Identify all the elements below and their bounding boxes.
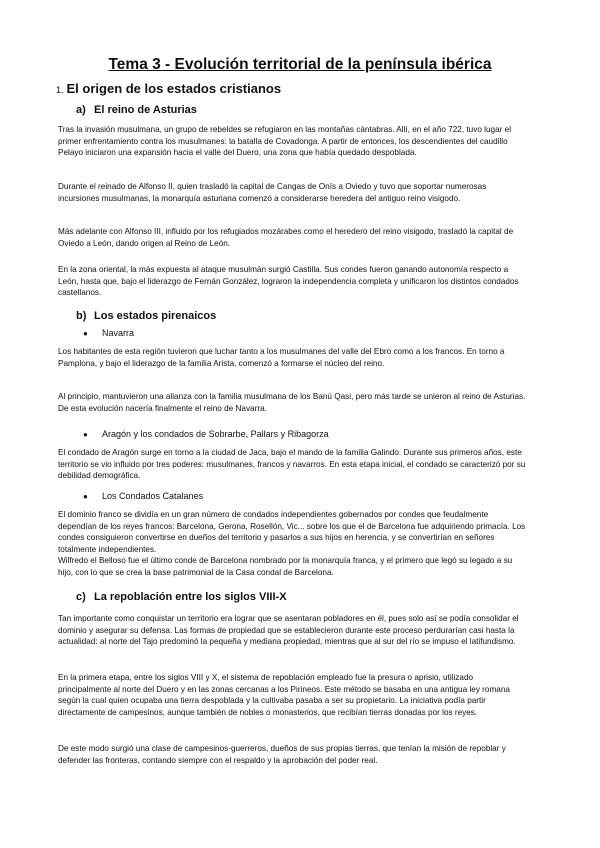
subsection-title: El reino de Asturias	[94, 104, 197, 116]
document-title: Tema 3 - Evolución territorial de la península ibérica	[108, 56, 492, 73]
bullet-icon: ●	[83, 492, 88, 501]
paragraph: El dominio franco se dividía en un gran número de condados independientes gobernados por condes que feudalmente dependían de los reyes francos: Barcelona, Gerona, Rosellón, Vic... sobre los que el de Barcelona fue adquiriendo primacía. Los condes consiguieron convertirse en dueños del territorio y pasarlos a sus hijos en herencia, y se convertirían en señores totalmente independientes.	[58, 510, 526, 555]
paragraph: Durante el reinado de Alfonso II, quien trasladó la capital de Cangas de Onís a Oviedo y tuvo que soportar numerosas incursiones musulmanas, la monarquía asturiana comenzó a considerarse heredera del antiguo reino visigodo.	[58, 182, 487, 203]
paragraph: En la primera etapa, entre los siglos VIII y X, el sistema de repoblación empleado fue la presura o aprisio, utilizado principalmente al norte del Duero y en las zonas cercanas a los Pirineos. Este método se basaba en una antigua ley romana según la cual quien ocupaba una tierra despoblada y la cultivaba pasaba a ser su propietario. La iniciativa podía partir directamente de campesinos, aunque también de nobles o monasterios, que recibían tierras donadas por los reyes.	[58, 673, 510, 718]
paragraph: Más adelante con Alfonso III, influido por los refugiados mozárabes como el heredero del reino visigodo, trasladó la capital de Oviedo a León, dando origen al Reino de León.	[58, 227, 514, 248]
subsection-heading-a	[76, 104, 197, 116]
subsection-letter: b)	[76, 310, 87, 322]
bullet-item-navarra	[83, 328, 134, 338]
section-title: El origen de los estados cristianos	[66, 81, 282, 96]
paragraph: Wilfredo el Belloso fue el último conde de Barcelona nombrado por la monarquía franca, y el primero que legó su legado a su hijo, con lo que se crea la base patrimonial de la Casa condal de Barcelona.	[58, 556, 513, 577]
paragraph: Al principio, mantuvieron una alianza con la familia musulmana de los Banú Qasi, pero más tarde se unieron al reino de Asturias. De esta evolución nacería finalmente el reino de Navarra.	[58, 392, 526, 413]
subsection-letter: c)	[76, 591, 86, 603]
bullet-label: Los Condados Catalanes	[102, 491, 204, 501]
bullet-label: Navarra	[102, 328, 135, 338]
section-number: 1.	[56, 85, 64, 95]
paragraph: Tan importante como conquistar un territorio era lograr que se asentaran pobladores en él, pues solo así se podía consolidar el dominio y asegurar su defensa. Las formas de propiedad que se establecieron durante este proceso perdurarían casi hasta la actualidad: al norte del Tajo predominó la pequeña y mediana propiedad, mientras que al sur del río se impuso el latifundismo.	[58, 614, 519, 647]
subsection-title: La repoblación entre los siglos VIII-X	[94, 591, 287, 603]
bullet-item-aragon	[83, 429, 329, 439]
subsection-letter: a)	[76, 104, 86, 116]
bullet-label: Aragón y los condados de Sobrarbe, Pallars y Ribagorza	[102, 429, 329, 439]
subsection-title: Los estados pirenaicos	[94, 310, 217, 322]
subsection-heading-c	[76, 591, 287, 603]
paragraph: Los habitantes de esta región tuvieron que luchar tanto a los musulmanes del valle del Ebro como a los francos. En torno a Pamplona, y bajo el liderazgo de la familia Arista, comenzó a formarse el núcleo del reino.	[58, 347, 505, 368]
paragraph: De este modo surgió una clase de campesinos-guerreros, dueños de sus propias tierras, que tenían la misión de repoblar y defender las fronteras, contando siempre con el respaldo y la aprobación del poder real.	[58, 744, 506, 765]
bullet-item-catalanes	[83, 491, 203, 501]
bullet-icon: ●	[83, 430, 88, 439]
paragraph: Tras la invasión musulmana, un grupo de rebeldes se refugiaron en las montañas cántabras. Allí, en el año 722, tuvo lugar el primer enfrentamiento contra los musulmanes: la batalla de Covadonga. A partir de entonces, los descendientes del caudillo Pelayo iniciaron una expansión hacia el valle del Duero, una zona que había quedado despoblada.	[58, 125, 512, 158]
bullet-icon: ●	[83, 329, 88, 338]
section-heading	[56, 81, 281, 96]
subsection-heading-b	[76, 310, 216, 322]
paragraph: El condado de Aragón surge en torno a la ciudad de Jaca, bajo el mando de la familia Galindo. Durante sus primeros años, este territorio se vio influido por tres poderes: musulmanes, francos y navarros. En esta etapa inicial, el condado se caracterizó por su debilidad demográfica.	[58, 448, 526, 481]
paragraph: En la zona oriental, la más expuesta al ataque musulmán surgió Castilla. Sus condes fueron ganando autonomía respecto a León, hasta que, bajo el liderazgo de Fernán González, lograron la independencia completa y unificaron los distintos condados castellanos.	[58, 265, 519, 298]
